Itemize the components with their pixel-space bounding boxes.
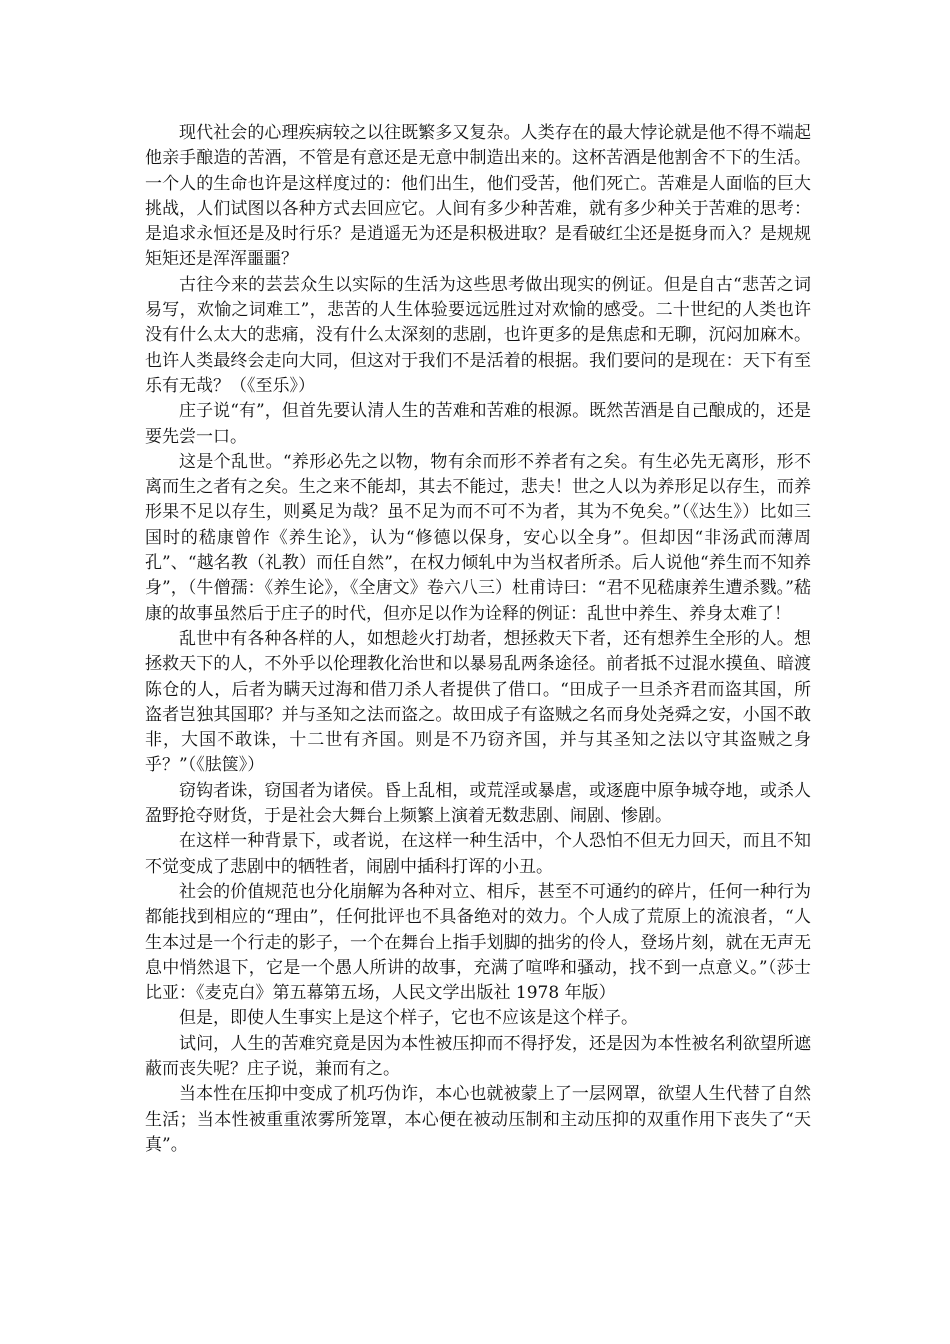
document-page [145,121,811,1158]
paragraph: 试问，人生的苦难究竟是因为本性被压抑而不得抒发，还是因为本性被名利欲望所遮蔽而丧失呢？庄子说，兼而有之。 [145,1033,811,1079]
paragraph: 当本性在压抑中变成了机巧伪诈，本心也就被蒙上了一层网罩，欲望人生代替了自然生活；当本性被重重浓雾所笼罩，本心便在被动压制和主动压抑的双重作用下丧失了“天真”。 [145,1084,811,1155]
paragraph: 但是，即使人生事实上是这个样子，它也不应该是这个样子。 [179,1008,638,1029]
paragraph: 窃钩者诛，窃国者为诸侯。昏上乱相，或荒淫或暴虐，或逐鹿中原争城夺地，或杀人盈野抢夺财货，于是社会大舞台上频繁上演着无数悲剧、闹剧、惨剧。 [145,780,811,827]
paragraph: 乱世中有各种各样的人，如想趁火打劫者，想拯救天下者，还有想养生全形的人。想拯救天下的人，不外乎以伦理教化治世和以暴易乱两条途径。前者抵不过混水摸鱼、暗渡陈仓的人，后者为瞒天过海和借刀杀人者提供了借口。“田成子一旦杀齐君而盗其国，所盗者岂独其国耶？并与圣知之法而盗之。故田成子有盗贼之名而身处尧舜之安，小国不敢非，大国不敢诛，十二世有齐国。则是不乃窃齐国，并与其圣知之法以守其盗贼之身乎？”（《胠箧》） [145,628,811,776]
paragraph: 在这样一种背景下，或者说，在这样一种生活中，个人恐怕不但无力回天，而且不知不觉变成了悲剧中的牺牲者，闹剧中插科打诨的小丑。 [145,831,811,877]
paragraph: 社会的价值规范也分化崩解为各种对立、相斥，甚至不可通约的碎片，任何一种行为都能找到相应的“理由”，任何批评也不具备绝对的效力。个人成了荒原上的流浪者，“人生本过是一个行走的影子，一个在舞台上指手划脚的拙劣的伶人，登场片刻，就在无声无息中悄然退下，它是一个愚人所讲的故事，充满了喧哗和骚动，找不到一点意义。”（莎士比亚：《麦克白》第五幕第五场，人民文学出版社 1978 年版） [145,881,811,1004]
paragraph: 这是个乱世。“养形必先之以物，物有余而形不养者有之矣。有生必先无离形，形不离而生之者有之矣。生之来不能却，其去不能过，悲夫！世之人以为养形足以存生，而养形果不足以存生，则奚足为哉？虽不足为而不可不为者，其为不免矣。”（《达生》）比如三国时的嵇康曾作《养生论》，认为“修德以保身，安心以全身”。但却因“非汤武而薄周孔”、“越名教（礼教）而任自然”，在权力倾轧中为当权者所杀。后人说他“养生而不知养身”，（牛僧孺：《养生论》，《全唐文》卷六八三）杜甫诗曰：“君不见嵇康养生遭杀戮。”嵇康的故事虽然后于庄子的时代，但亦足以作为诠释的例证：乱世中养生、养身太难了！ [145,451,811,624]
paragraph: 现代社会的心理疾病较之以往既繁多又复杂。人类存在的最大悖论就是他不得不端起他亲手酿造的苦酒，不管是有意还是无意中制造出来的。这杯苦酒是他割舍不下的生活。一个人的生命也许是这样度过的：他们出生，他们受苦，他们死亡。苦难是人面临的巨大挑战，人们试图以各种方式去回应它。人间有多少种苦难，就有多少种关于苦难的思考：是追求永恒还是及时行乐？是逍遥无为还是积极进取？是看破红尘还是挺身而入？是规规矩矩还是浑浑噩噩？ [145,123,811,270]
paragraph: 古往今来的芸芸众生以实际的生活为这些思考做出现实的例证。但是自古“悲苦之词易写，欢愉之词难工”，悲苦的人生体验要远远胜过对欢愉的感受。二十世纪的人类也许没有什么太大的悲痛，没有什么太深刻的悲剧，也许更多的是焦虑和无聊，沉闷加麻木。也许人类最终会走向大同，但这对于我们不是活着的根据。我们要问的是现在：天下有至乐有无哉？（《至乐》） [145,274,811,396]
paragraph: 庄子说“有”，但首先要认清人生的苦难和苦难的根源。既然苦酒是自己酿成的，还是要先尝一口。 [145,401,811,447]
